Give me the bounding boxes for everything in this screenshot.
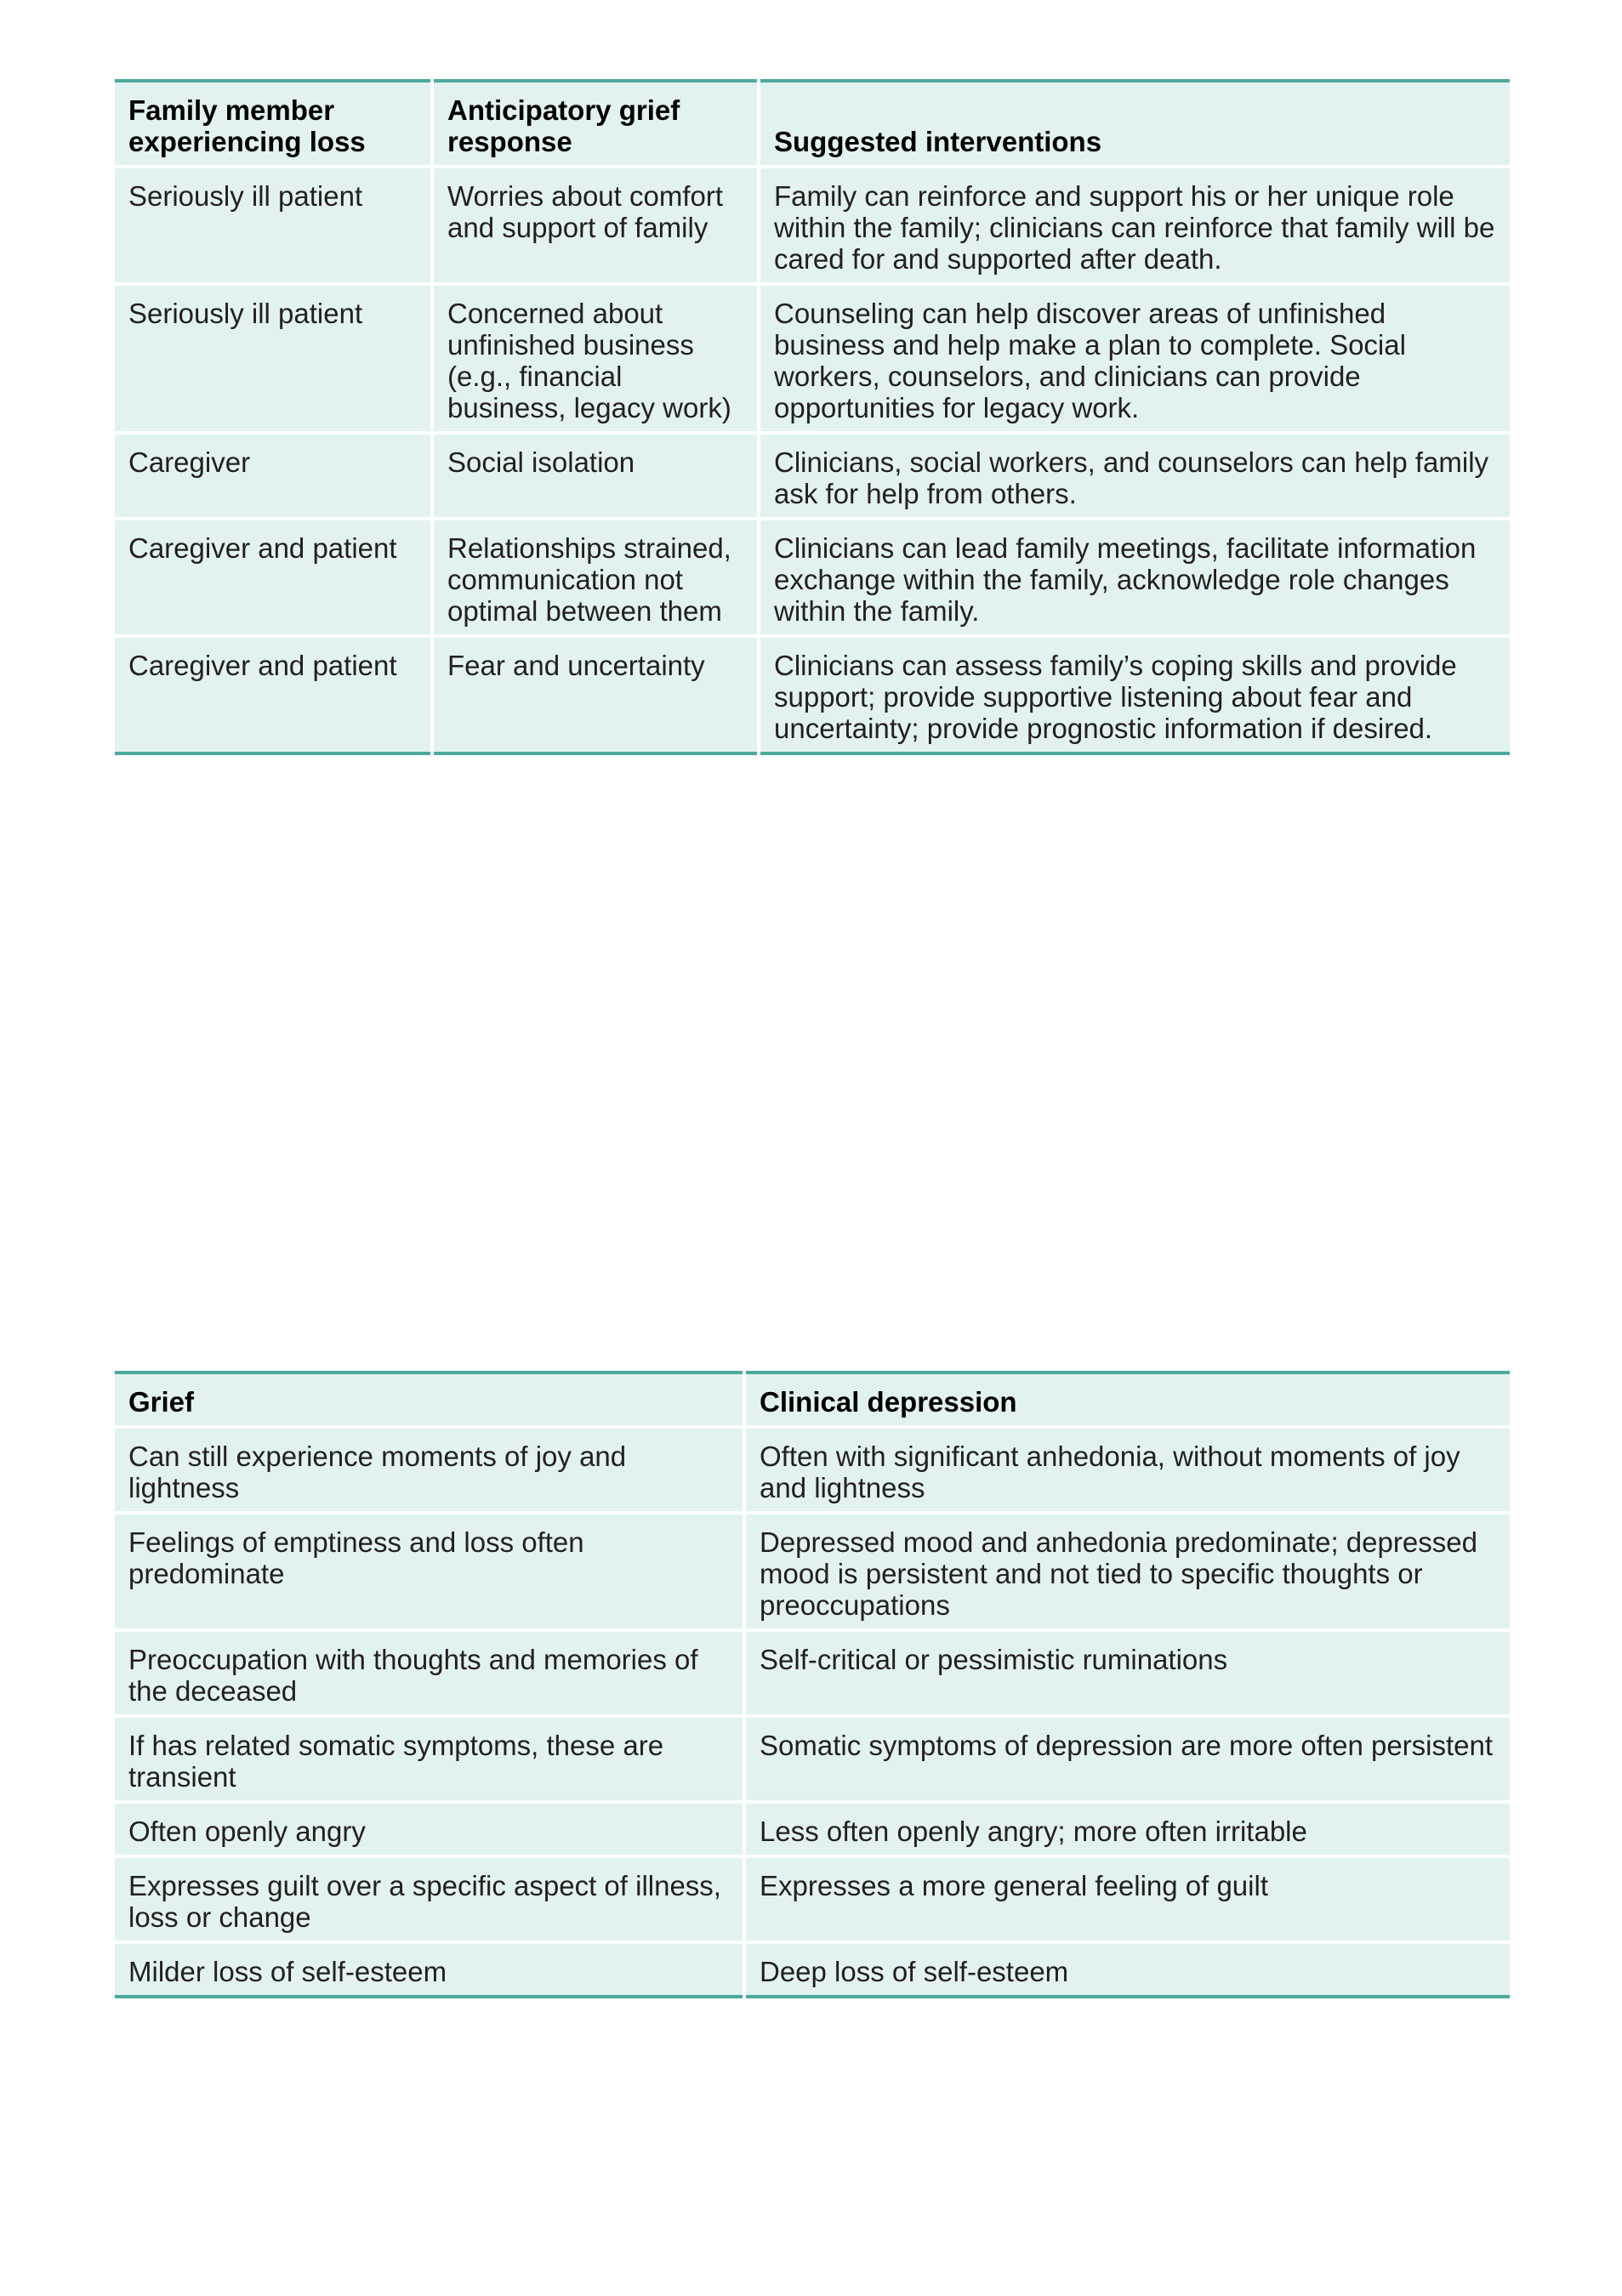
intervention-cell: Family can reinforce and support his or her unique role within the family; clinicians can reinforce that family will be cared for and supported after death. <box>759 167 1510 284</box>
column-header-clinical-depression: Clinical depression <box>744 1372 1510 1427</box>
table-header-row <box>115 81 1510 167</box>
grief-cell: Can still experience moments of joy and lightness <box>115 1427 744 1513</box>
grief-response-cell: Concerned about unfinished business (e.g., financial business, legacy work) <box>432 284 759 433</box>
intervention-cell: Clinicians can assess family’s coping skills and provide support; provide supportive listening about fear and uncertainty; provide prognostic information if desired. <box>759 636 1510 753</box>
table-row <box>115 284 1510 433</box>
depression-cell: Self-critical or pessimistic ruminations <box>744 1630 1510 1716</box>
table-row <box>115 1630 1510 1716</box>
grief-cell: Milder loss of self-esteem <box>128 1956 447 1987</box>
table-row <box>115 167 1510 284</box>
family-member-cell: Seriously ill patient <box>115 284 432 433</box>
depression-cell: Somatic symptoms of depression are more often persistent <box>744 1716 1510 1802</box>
family-member-cell: Caregiver and patient <box>128 650 397 681</box>
table-row <box>115 1513 1510 1630</box>
family-member-cell: Caregiver and patient <box>115 519 432 636</box>
table-row <box>115 1427 1510 1513</box>
table-row <box>115 1802 1510 1856</box>
anticipatory-grief-table <box>115 79 1510 755</box>
grief-cell: Often openly angry <box>115 1802 744 1856</box>
grief-cell: Feelings of emptiness and loss often predominate <box>115 1513 744 1630</box>
intervention-cell: Clinicians, social workers, and counselors can help family ask for help from others. <box>759 433 1510 519</box>
table-header-row <box>115 1372 1510 1427</box>
depression-cell: Deep loss of self-esteem <box>744 1942 1510 1997</box>
table-row <box>115 636 1510 753</box>
column-header-grief-response: Anticipatory grief response <box>432 81 759 167</box>
grief-response-cell: Relationships strained, communication not optimal between them <box>432 519 759 636</box>
grief-cell: Preoccupation with thoughts and memories of the deceased <box>115 1630 744 1716</box>
depression-cell: Depressed mood and anhedonia predominate; depressed mood is persistent and not tied to specific thoughts or preoccupations <box>744 1513 1510 1630</box>
table-row <box>115 1716 1510 1802</box>
depression-cell: Expresses a more general feeling of guilt <box>744 1856 1510 1942</box>
column-header-interventions: Suggested interventions <box>759 81 1510 167</box>
grief-response-cell: Fear and uncertainty <box>432 636 759 753</box>
grief-cell: If has related somatic symptoms, these are transient <box>115 1716 744 1802</box>
table-row <box>115 1942 1510 1997</box>
column-header-grief: Grief <box>115 1372 744 1427</box>
column-header-family-member: Family member experiencing loss <box>115 81 432 167</box>
intervention-cell: Clinicians can lead family meetings, facilitate information exchange within the family, acknowledge role changes within the family. <box>759 519 1510 636</box>
intervention-cell: Counseling can help discover areas of unfinished business and help make a plan to complete. Social workers, counselors, and clinicians can provide opportunities for legacy work. <box>759 284 1510 433</box>
table-row <box>115 1856 1510 1942</box>
family-member-cell: Seriously ill patient <box>115 167 432 284</box>
depression-cell: Often with significant anhedonia, without moments of joy and lightness <box>744 1427 1510 1513</box>
grief-response-cell: Worries about comfort and support of family <box>432 167 759 284</box>
family-member-cell: Caregiver <box>115 433 432 519</box>
grief-vs-depression-table <box>115 1371 1510 1998</box>
grief-cell: Expresses guilt over a specific aspect of illness, loss or change <box>115 1856 744 1942</box>
grief-response-cell: Social isolation <box>432 433 759 519</box>
table-row <box>115 433 1510 519</box>
table-row <box>115 519 1510 636</box>
depression-cell: Less often openly angry; more often irritable <box>744 1802 1510 1856</box>
